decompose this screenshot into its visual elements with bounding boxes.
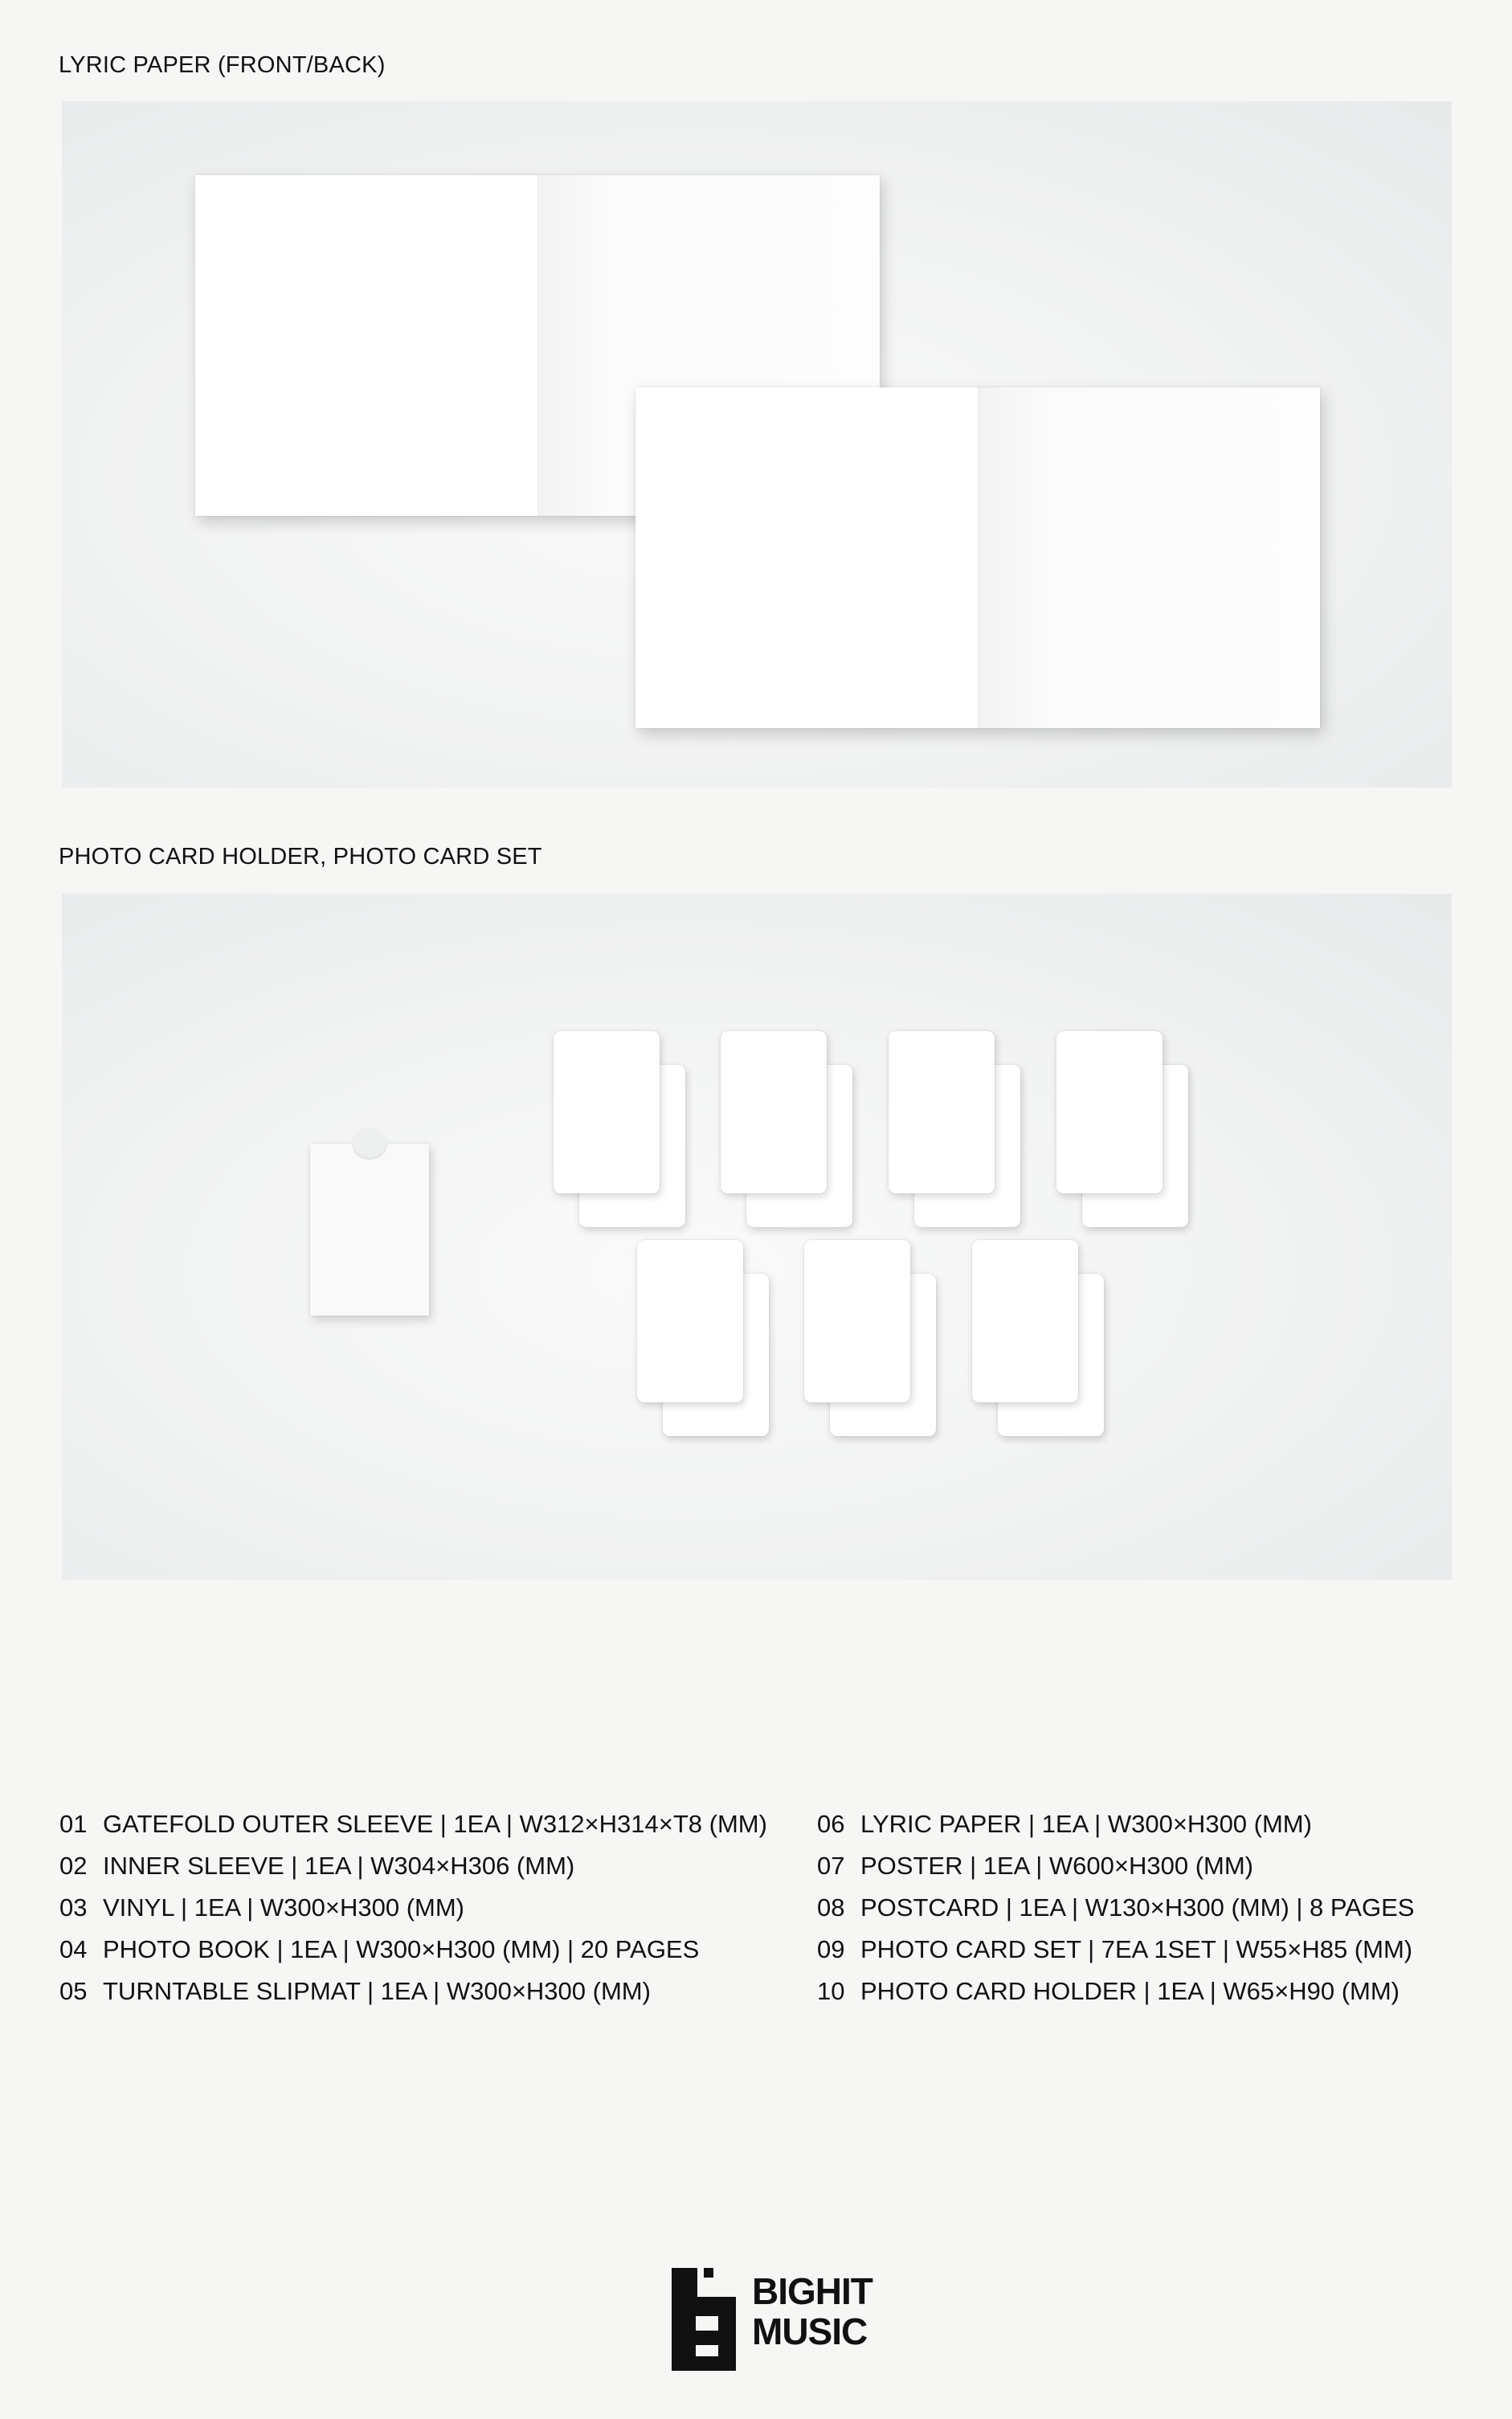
list-item [817, 1971, 1414, 2012]
list-item [59, 1845, 767, 1887]
photo-card [1056, 1031, 1163, 1193]
list-item [59, 1887, 767, 1929]
item-number: 04 [59, 1935, 88, 1963]
sheet-panel [979, 387, 1321, 728]
item-number: 09 [817, 1935, 845, 1963]
item-number: 10 [817, 1977, 845, 2005]
photo-card-pair [972, 1240, 1104, 1438]
logo-text-line2: MUSIC [752, 2311, 868, 2352]
item-number: 05 [59, 1977, 88, 2005]
list-item [817, 1845, 1414, 1887]
list-item [59, 1803, 767, 1845]
photo-card-pair [637, 1240, 769, 1438]
item-number: 08 [817, 1893, 845, 1922]
list-item [59, 1971, 767, 2012]
list-item [59, 1929, 767, 1971]
item-list-left [59, 1803, 767, 2012]
item-text: TURNTABLE SLIPMAT | 1EA | W300×H300 (MM) [103, 1977, 651, 2005]
list-item [817, 1803, 1414, 1845]
item-number: 07 [817, 1852, 845, 1880]
item-text: LYRIC PAPER | 1EA | W300×H300 (MM) [860, 1810, 1312, 1838]
photo-card-pair [889, 1031, 1020, 1229]
lyric-paper-back-sheet [635, 387, 1320, 728]
item-number: 06 [817, 1810, 845, 1838]
photo-card-pair [721, 1031, 852, 1229]
item-text: VINYL | 1EA | W300×H300 (MM) [103, 1893, 464, 1922]
photo-card [972, 1240, 1078, 1402]
item-text: PHOTO BOOK | 1EA | W300×H300 (MM) | 20 PAGES [103, 1935, 700, 1963]
bighit-music-logo [672, 2268, 872, 2374]
photo-card-title: PHOTO CARD HOLDER, PHOTO CARD SET [59, 844, 542, 870]
lyric-paper-image [62, 101, 1452, 788]
item-number: 01 [59, 1810, 88, 1838]
item-list-right [817, 1803, 1414, 2012]
item-text: POSTCARD | 1EA | W130×H300 (MM) | 8 PAGES [860, 1893, 1415, 1922]
photo-card-image [62, 894, 1452, 1580]
item-number: 03 [59, 1893, 88, 1922]
lyric-paper-title: LYRIC PAPER (FRONT/BACK) [59, 52, 386, 78]
item-text: PHOTO CARD SET | 7EA 1SET | W55×H85 (MM) [860, 1935, 1413, 1963]
photo-card-pair [554, 1031, 685, 1229]
item-text: PHOTO CARD HOLDER | 1EA | W65×H90 (MM) [860, 1977, 1400, 2005]
list-item [817, 1929, 1414, 1971]
item-text: INNER SLEEVE | 1EA | W304×H306 (MM) [103, 1852, 575, 1880]
bighit-music-logo-icon [672, 2268, 736, 2371]
logo-text-line1: BIGHIT [752, 2270, 872, 2312]
photo-card-pair [804, 1240, 936, 1438]
photo-card [889, 1031, 995, 1193]
photo-card [804, 1240, 910, 1402]
photo-card [554, 1031, 660, 1193]
item-text: POSTER | 1EA | W600×H300 (MM) [860, 1852, 1254, 1880]
photo-card [721, 1031, 827, 1193]
holder-notch [352, 1128, 387, 1160]
photo-card [637, 1240, 743, 1402]
item-number: 02 [59, 1852, 88, 1880]
photo-card-pair [1056, 1031, 1188, 1229]
sheet-panel [635, 387, 979, 728]
item-text: GATEFOLD OUTER SLEEVE | 1EA | W312×H314×T8 (MM) [103, 1810, 767, 1838]
photo-card-holder [310, 1144, 429, 1316]
list-item [817, 1887, 1414, 1929]
sheet-panel [195, 175, 538, 516]
